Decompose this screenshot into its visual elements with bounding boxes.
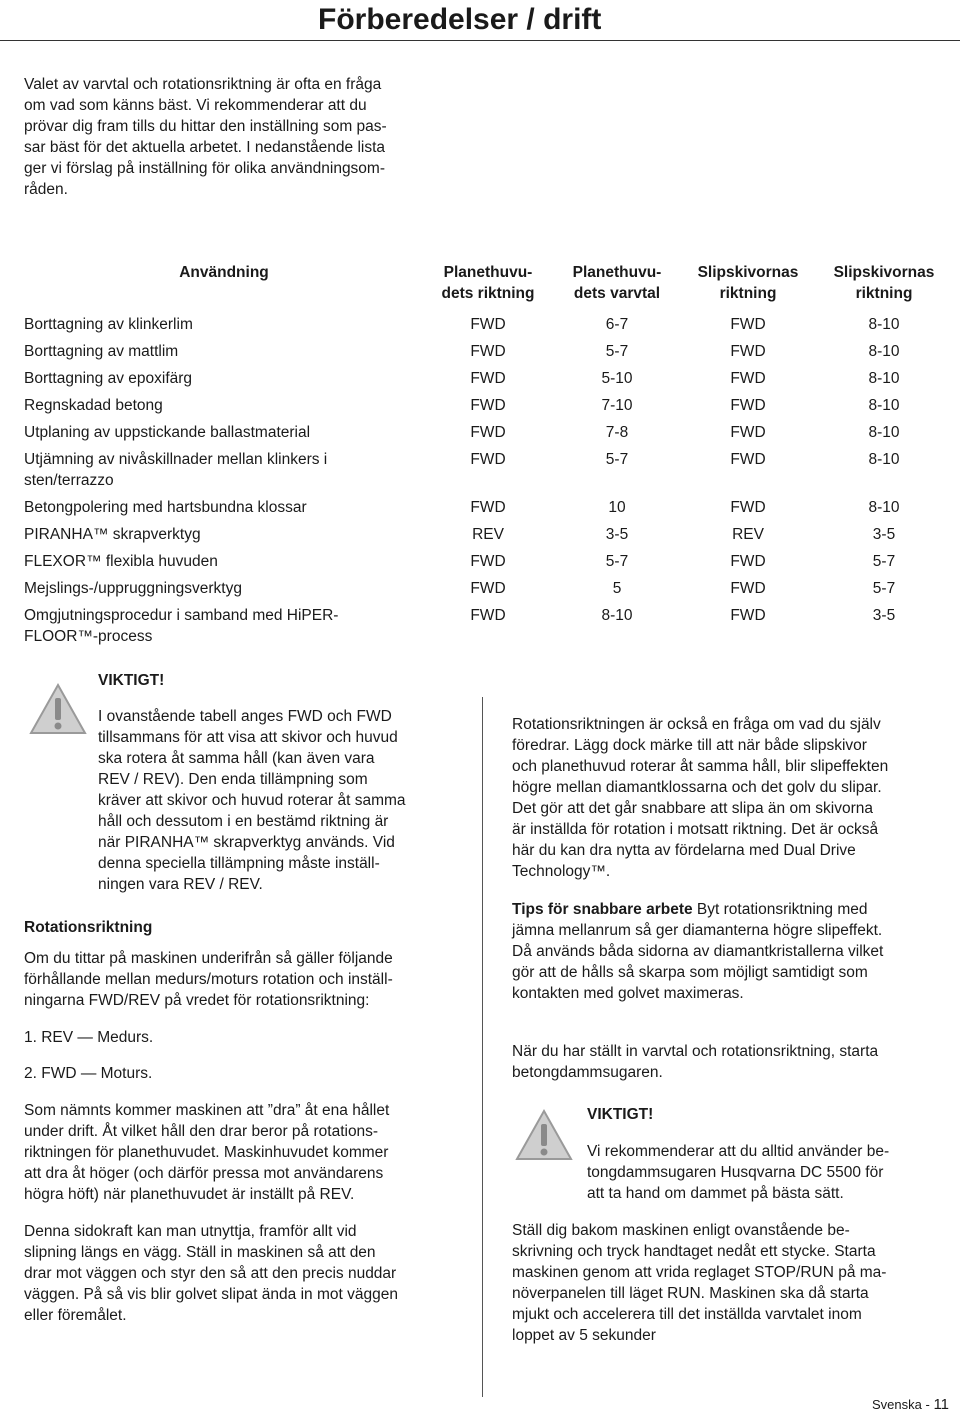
table-cell: FWD	[730, 424, 766, 441]
page-footer	[872, 1397, 949, 1413]
text-line: Som nämnts kommer maskinen att ”dra” åt ena hållet	[24, 1102, 390, 1119]
rotation-paragraph-3	[24, 1221, 454, 1326]
intro-line: Valet av varvtal och rotationsriktning är ofta en fråga	[24, 76, 382, 93]
table-row	[24, 449, 954, 497]
table-row	[24, 578, 954, 605]
warning-title: VIKTIGT!	[587, 1106, 654, 1123]
table-cell: 5-7	[872, 580, 896, 597]
intro-line: råden.	[24, 181, 68, 198]
text-line: kontakten med golvet maximeras.	[512, 985, 744, 1002]
usage-cell: Betongpolering med hartsbundna klossar	[24, 499, 307, 516]
text-line: Technology™.	[512, 863, 611, 880]
warning-line: ska rotera åt samma håll (kan även vara	[98, 750, 375, 767]
usage-cell: Utplaning av uppstickande ballastmaterial	[24, 424, 311, 441]
column-header-head-speed: Planethuvu- dets varvtal	[572, 264, 662, 302]
text-line: är inställda för rotation i motsatt riktning. Det är också	[512, 821, 879, 838]
table-cell: FWD	[730, 397, 766, 414]
table-cell: FWD	[470, 499, 506, 516]
text-line: drar mot väggen och styr den så att den precis nuddar	[24, 1265, 397, 1282]
vacuum-start-paragraph	[512, 1041, 948, 1083]
table-cell: FWD	[730, 451, 766, 468]
table-cell: 3-5	[605, 526, 629, 543]
table-cell: FWD	[730, 499, 766, 516]
tips-first-line: Byt rotationsriktning med	[692, 901, 868, 918]
column-header-disc-direction: Slipskivornas riktning	[697, 264, 799, 302]
text-line: högre mellan diamantklossarna och det golv du slipar.	[512, 779, 882, 796]
text-line: loppet av 5 sekunder	[512, 1327, 656, 1344]
text-line: väggen. På så vis blir golvet slipat ända in mot väggen	[24, 1286, 398, 1303]
text-line: jämna mellanrum så ger diamanterna högre slipeffekt.	[512, 922, 883, 939]
text-line: növerpanelen till läget RUN. Maskinen ska då starta	[512, 1285, 869, 1302]
usage-cell: Mejslings-/uppruggningsverktyg	[24, 580, 242, 597]
usage-cell: Regnskadad betong	[24, 397, 163, 414]
tips-label: Tips för snabbare arbete	[512, 901, 693, 918]
table-cell: 8-10	[868, 397, 900, 414]
table-cell: FWD	[470, 553, 506, 570]
intro-line: ger vi förslag på inställning för olika användningsom-	[24, 160, 386, 177]
text-line: slipning längs en vägg. Ställ in maskinen så att den	[24, 1244, 376, 1261]
table-cell: 5-7	[872, 553, 896, 570]
page-number: 11	[933, 1396, 950, 1413]
text-line: skrivning och tryck handtaget nedåt ett stycke. Starta	[512, 1243, 876, 1260]
table-cell: FWD	[730, 343, 766, 360]
table-cell: REV	[732, 526, 764, 543]
warning-line: håll och dessutom i en bestämd riktning är	[98, 813, 389, 830]
header-rule	[0, 40, 960, 41]
warning-line: tongdammsugaren Husqvarna DC 5500 för	[587, 1164, 884, 1181]
text-line: Denna sidokraft kan man utnyttja, framför allt vid	[24, 1223, 357, 1240]
table-cell: 8-10	[868, 316, 900, 333]
text-line: Rotationsriktningen är också en fråga om vad du själv	[512, 716, 881, 733]
text-line: eller föremålet.	[24, 1307, 127, 1324]
table-cell: FWD	[730, 607, 766, 624]
intro-paragraph	[24, 74, 444, 200]
table-row	[24, 422, 954, 449]
tips-paragraph	[512, 899, 948, 1004]
intro-line: sar bäst för det aktuella arbetet. I nedanstående lista	[24, 139, 386, 156]
warning-line: tillsammans för att visa att skivor och huvud	[98, 729, 398, 746]
table-cell: 8-10	[868, 499, 900, 516]
text-line: maskinen genom att vrida reglaget STOP/RUN på ma-	[512, 1264, 887, 1281]
column-header-disc-direction-2: Slipskivornas riktning	[833, 264, 935, 302]
table-cell: FWD	[470, 451, 506, 468]
warning-line: ningen vara REV / REV.	[98, 876, 263, 893]
text-line	[512, 899, 948, 920]
text-line: Det gör att det går snabbare att slipa än om skivorna	[512, 800, 874, 817]
warning-line: I ovanstående tabell anges FWD och FWD	[98, 708, 392, 725]
table-row	[24, 497, 954, 524]
table-cell: REV	[472, 526, 504, 543]
table-cell: 7-10	[601, 397, 633, 414]
table-cell: FWD	[730, 553, 766, 570]
text-line: Ställ dig bakom maskinen enligt ovanstående be-	[512, 1222, 850, 1239]
column-divider	[482, 697, 483, 1397]
table-cell: 8-10	[868, 343, 900, 360]
usage-cell: Omgjutningsprocedur i samband med HiPER- FLOOR™-process	[24, 607, 339, 645]
warning-title: VIKTIGT!	[98, 672, 165, 689]
usage-cell: FLEXOR™ flexibla huvuden	[24, 553, 218, 570]
table-cell: FWD	[470, 343, 506, 360]
footer-language: Svenska	[872, 1397, 922, 1412]
table-row	[24, 368, 954, 395]
text-line: riktningen för planethuvudet. Maskinhuvudet kommer	[24, 1144, 389, 1161]
text-line: under drift. Åt vilket håll den drar beror på rotations-	[24, 1123, 379, 1140]
warning-line: när PIRANHA™ skrapverktyg används. Vid	[98, 834, 395, 851]
settings-table	[24, 258, 954, 653]
footer-separator: -	[921, 1397, 934, 1412]
warning-triangle-icon	[514, 1108, 574, 1162]
table-row	[24, 551, 954, 578]
list-item-rev: 1. REV — Medurs.	[24, 1029, 154, 1046]
text-line: förhållande mellan medurs/moturs rotation och inställ-	[24, 971, 393, 988]
table-cell: FWD	[730, 370, 766, 387]
table-cell: 3-5	[872, 607, 896, 624]
text-line: ningarna FWD/REV på vredet för rotationsriktning:	[24, 992, 370, 1009]
usage-cell: PIRANHA™ skrapverktyg	[24, 526, 201, 543]
table-cell: 8-10	[868, 370, 900, 387]
text-line: att dra åt höger (och därför pressa mot användarens	[24, 1165, 384, 1182]
table-header-row	[24, 258, 954, 314]
table-cell: 8-10	[868, 451, 900, 468]
table-row	[24, 341, 954, 368]
table-cell: FWD	[470, 370, 506, 387]
warning-line: Vi rekommenderar att du alltid använder be-	[587, 1143, 890, 1160]
warning-text	[587, 1141, 947, 1204]
table-cell: FWD	[730, 580, 766, 597]
text-line: betongdammsugaren.	[512, 1064, 663, 1081]
settings-table-container	[24, 258, 954, 653]
usage-cell: Borttagning av epoxifärg	[24, 370, 193, 387]
table-cell: 7-8	[605, 424, 629, 441]
column-header-head-direction: Planethuvu- dets riktning	[441, 264, 535, 302]
table-cell: FWD	[470, 316, 506, 333]
text-line: Om du tittar på maskinen underifrån så gäller följande	[24, 950, 393, 967]
section-heading-rotation: Rotationsriktning	[24, 919, 153, 936]
table-cell: 8-10	[601, 607, 633, 624]
table-cell: FWD	[470, 607, 506, 624]
table-cell: 10	[608, 499, 626, 516]
text-line: Då används båda sidorna av diamantkristallerna vilket	[512, 943, 884, 960]
table-row	[24, 314, 954, 341]
table-cell: 6-7	[605, 316, 629, 333]
intro-line: om vad som känns bäst. Vi rekommenderar att du	[24, 97, 367, 114]
text-line: högra höft) när planethuvudet är inställt på REV.	[24, 1186, 355, 1203]
warning-triangle-icon	[28, 682, 88, 736]
table-row	[24, 395, 954, 422]
table-cell: 5-7	[605, 451, 629, 468]
warning-line: denna speciella tillämpning måste inställ-	[98, 855, 380, 872]
table-cell: FWD	[470, 397, 506, 414]
direction-paragraph	[512, 714, 948, 882]
start-machine-paragraph	[512, 1220, 948, 1346]
warning-line: att ta hand om dammet på bästa sätt.	[587, 1185, 844, 1202]
table-cell: 5-7	[605, 343, 629, 360]
warning-line: REV / REV). Den enda tillämpning som	[98, 771, 368, 788]
page-title: Förberedelser / drift	[318, 3, 602, 36]
column-header-usage: Användning	[179, 264, 269, 281]
text-line: föredrar. Lägg dock märke till att när både slipskivor	[512, 737, 867, 754]
table-cell: 8-10	[868, 424, 900, 441]
intro-line: prövar dig fram tills du hittar den inställning som pas-	[24, 118, 387, 135]
rotation-paragraph-2	[24, 1100, 454, 1205]
text-line: och planethuvud roterar åt samma håll, blir slipeffekten	[512, 758, 889, 775]
warning-line: kräver att skivor och huvud roterar åt samma	[98, 792, 406, 809]
text-line: här du kan dra nytta av fördelarna med Dual Drive	[512, 842, 856, 859]
text-line: gör att de hålls så skarpa som möjligt samtidigt som	[512, 964, 868, 981]
rotation-paragraph	[24, 948, 454, 1011]
table-cell: FWD	[730, 316, 766, 333]
list-item-fwd: 2. FWD — Moturs.	[24, 1065, 153, 1082]
usage-cell: Utjämning av nivåskillnader mellan klinkers i sten/terrazzo	[24, 451, 328, 489]
usage-cell: Borttagning av mattlim	[24, 343, 179, 360]
table-cell: 5	[612, 580, 622, 597]
usage-cell: Borttagning av klinkerlim	[24, 316, 193, 333]
table-row	[24, 524, 954, 551]
table-row	[24, 605, 954, 653]
table-cell: FWD	[470, 424, 506, 441]
table-cell: 3-5	[872, 526, 896, 543]
text-line: När du har ställt in varvtal och rotationsriktning, starta	[512, 1043, 879, 1060]
text-line: mjukt och accelerera till det inställda varvtalet inom	[512, 1306, 862, 1323]
table-cell: 5-7	[605, 553, 629, 570]
warning-text	[98, 706, 468, 895]
table-cell: 5-10	[601, 370, 633, 387]
table-cell: FWD	[470, 580, 506, 597]
